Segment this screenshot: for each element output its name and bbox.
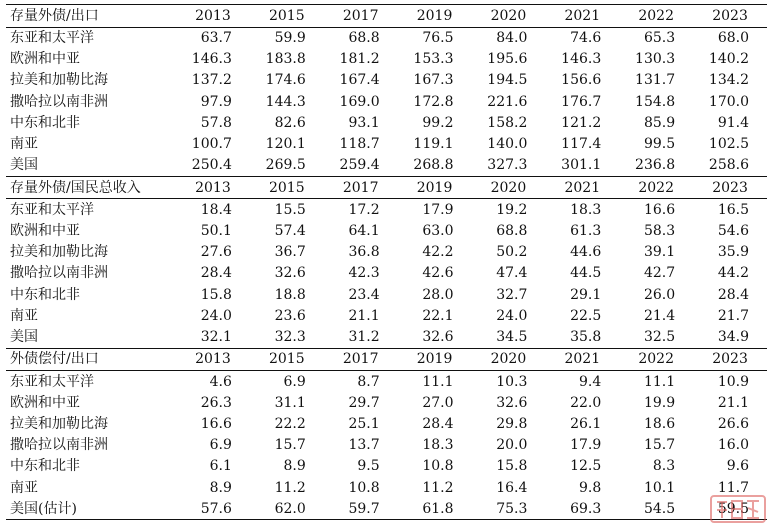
table-cell-value: 9.8: [578, 479, 602, 496]
table-cell-value: 27.6: [200, 244, 232, 261]
table-cell-value: 63.7: [200, 30, 232, 47]
table-cell-value: 50.2: [496, 244, 528, 261]
table-cell-value: 99.2: [422, 114, 454, 131]
year-header: 2022: [619, 5, 693, 28]
year-header: 2017: [324, 5, 398, 28]
year-header: 2020: [472, 176, 546, 199]
table-cell-value: 167.4: [339, 72, 380, 89]
table-row: [6, 414, 767, 435]
table-cell-value: 57.6: [176, 498, 250, 520]
region-label: 拉美和加勒比海: [10, 244, 108, 261]
region-label: 欧洲和中亚: [10, 394, 80, 411]
table-cell-value: 59.9: [274, 30, 306, 47]
table-cell-value: 63.0: [422, 223, 454, 240]
table-cell-value: 102.5: [708, 136, 749, 153]
table-cell-value: 18.8: [274, 286, 306, 303]
year-header: 2019: [398, 5, 472, 28]
table-cell-value: 134.2: [708, 72, 749, 89]
region-label: 撒哈拉以南非洲: [10, 93, 108, 110]
table-cell-value: 6.1: [209, 458, 232, 475]
table-cell-value: 22.0: [570, 394, 602, 411]
table-cell-value: 16.6: [643, 201, 676, 218]
year-header: 2017: [324, 348, 398, 371]
table-cell-value: 6.9: [283, 373, 306, 390]
table-cell-value: 36.8: [348, 244, 380, 261]
table-cell-value: 26.0: [643, 286, 676, 303]
table-cell-value: 15.7: [274, 437, 306, 454]
table-cell-value: 68.8: [348, 30, 380, 47]
table-cell-value: 31.1: [274, 394, 306, 411]
table-cell-value: 84.0: [496, 30, 528, 47]
table-cell-value: 28.4: [200, 265, 232, 282]
table-cell-value: 195.6: [487, 51, 528, 68]
table-cell-value: 158.2: [487, 114, 528, 131]
table-cell-value: 167.3: [413, 72, 454, 89]
year-header: 2017: [324, 176, 398, 199]
region-label: 东亚和太平洋: [10, 201, 94, 218]
year-header: 2023: [693, 5, 767, 28]
table-cell-value: 16.5: [717, 201, 749, 218]
section-title: 存量外债/国民总收入: [6, 176, 176, 199]
region-label: 中东和北非: [10, 458, 80, 475]
region-label: 美国: [10, 157, 38, 174]
table-cell-value: 10.8: [422, 458, 454, 475]
region-label: 拉美和加勒比海: [10, 416, 108, 433]
table-cell-value: 34.9: [717, 329, 749, 346]
table-cell-value: 8.7: [357, 373, 380, 390]
table-cell-value: 18.3: [422, 437, 454, 454]
section-header-row: [6, 348, 767, 371]
table-cell-value: 61.8: [398, 498, 472, 520]
table-cell-value: 18.3: [570, 201, 602, 218]
table-cell-value: 35.9: [717, 244, 749, 261]
table-cell-value: 8.9: [209, 479, 232, 496]
table-row: [6, 91, 767, 112]
table-cell-value: 42.7: [643, 265, 676, 282]
region-label: 欧洲和中亚: [10, 51, 80, 68]
year-header: 2013: [176, 5, 250, 28]
section-header-row: [6, 176, 767, 199]
table-cell-value: 29.8: [496, 416, 528, 433]
table-cell-value: 29.1: [570, 286, 602, 303]
section-header-row: [6, 5, 767, 28]
table-cell-value: 327.3: [487, 157, 528, 174]
table-cell-value: 130.3: [635, 51, 676, 68]
table-cell-value: 64.1: [348, 223, 380, 240]
table-cell-value: 18.6: [643, 416, 676, 433]
table-row: [6, 133, 767, 154]
year-header: 2022: [619, 176, 693, 199]
table-cell-value: 170.0: [708, 93, 749, 110]
year-header: 2013: [176, 176, 250, 199]
table-cell-value: 258.6: [708, 157, 749, 174]
table-cell-value: 22.1: [422, 307, 454, 324]
year-header: 2015: [250, 348, 324, 371]
table-row: [6, 199, 767, 221]
watermark-stamp-icon: [709, 492, 767, 526]
table-cell-value: 24.0: [496, 307, 528, 324]
table-cell-value: 6.9: [209, 437, 232, 454]
table-cell-value: 28.4: [422, 416, 454, 433]
year-header: 2023: [693, 176, 767, 199]
table-row: [6, 498, 767, 520]
table-row: [6, 392, 767, 413]
table-cell-value: 31.2: [348, 329, 380, 346]
table-cell-value: 169.0: [339, 93, 380, 110]
section-title: 存量外债/出口: [6, 5, 176, 28]
table-cell-value: 39.1: [643, 244, 676, 261]
table-cell-value: 68.0: [717, 30, 749, 47]
table-cell-value: 146.3: [561, 51, 602, 68]
region-label: 东亚和太平洋: [10, 373, 94, 390]
table-cell-value: 176.7: [561, 93, 602, 110]
table-cell-value: 54.5: [619, 498, 693, 520]
table-cell-value: 57.8: [200, 114, 232, 131]
table-cell-value: 181.2: [339, 51, 380, 68]
table-cell-value: 15.7: [643, 437, 676, 454]
table-cell-value: 17.2: [348, 201, 380, 218]
table-cell-value: 32.7: [496, 286, 528, 303]
region-label: 美国: [10, 329, 38, 346]
table-cell-value: 54.6: [717, 223, 749, 240]
table-cell-value: 9.6: [726, 458, 749, 475]
table-cell-value: 15.8: [496, 458, 528, 475]
table-cell-value: 28.0: [422, 286, 454, 303]
table-cell-value: 9.4: [578, 373, 602, 390]
table-cell-value: 250.4: [191, 157, 232, 174]
year-header: 2019: [398, 176, 472, 199]
table-cell-value: 21.4: [643, 307, 676, 324]
table-row: [6, 371, 767, 393]
table-cell-value: 58.3: [643, 223, 676, 240]
table-cell-value: 11.7: [717, 479, 749, 496]
table-cell-value: 140.0: [487, 136, 528, 153]
table-cell-value: 34.5: [496, 329, 528, 346]
table-cell-value: 100.7: [191, 136, 232, 153]
region-label: 南亚: [10, 479, 38, 496]
year-header: 2013: [176, 348, 250, 371]
year-header: 2023: [693, 348, 767, 371]
table-row: [6, 456, 767, 477]
table-cell-value: 118.7: [339, 136, 380, 153]
table-cell-value: 13.7: [348, 437, 380, 454]
table-cell-value: 131.7: [635, 72, 676, 89]
table-cell-value: 32.6: [274, 265, 306, 282]
section-title: 外债偿付/出口: [6, 348, 176, 371]
table-cell-value: 154.8: [635, 93, 676, 110]
table-row: [6, 263, 767, 284]
table-cell-value: 29.7: [348, 394, 380, 411]
table-cell-value: 75.3: [472, 498, 546, 520]
table-cell-value: 183.8: [265, 51, 306, 68]
table-cell-value: 117.4: [561, 136, 602, 153]
table-cell-value: 23.6: [274, 307, 306, 324]
table-cell-value: 137.2: [191, 72, 232, 89]
year-header: 2021: [545, 176, 619, 199]
year-header: 2020: [472, 5, 546, 28]
region-label: 东亚和太平洋: [10, 30, 94, 47]
table-cell-value: 17.9: [570, 437, 602, 454]
table-cell-value: 22.5: [570, 307, 602, 324]
table-cell-value: 99.5: [643, 136, 676, 153]
table-cell-value: 10.3: [496, 373, 528, 390]
region-label: 中东和北非: [10, 114, 80, 131]
table-cell-value: 68.8: [496, 223, 528, 240]
table-cell-value: 25.1: [348, 416, 380, 433]
table-cell-value: 32.6: [496, 394, 528, 411]
table-cell-value: 36.7: [274, 244, 306, 261]
table-cell-value: 26.1: [570, 416, 602, 433]
table-cell-value: 47.4: [496, 265, 528, 282]
year-header: 2022: [619, 348, 693, 371]
table-cell-value: 221.6: [487, 93, 528, 110]
debt-indicator-table: [6, 4, 767, 520]
year-header: 2019: [398, 348, 472, 371]
table-cell-value: 57.4: [274, 223, 306, 240]
table-cell-value: 18.4: [200, 201, 232, 218]
year-header: 2021: [545, 5, 619, 28]
table-row: [6, 70, 767, 91]
table-cell-value: 97.9: [200, 93, 232, 110]
table-row: [6, 435, 767, 456]
table-row: [6, 155, 767, 177]
table-cell-value: 194.5: [487, 72, 528, 89]
table-cell-value: 120.1: [265, 136, 306, 153]
table-cell-value: 42.3: [348, 265, 380, 282]
table-cell-value: 50.1: [200, 223, 232, 240]
table-cell-value: 42.2: [422, 244, 454, 261]
table-row: [6, 221, 767, 242]
table-cell-value: 236.8: [635, 157, 676, 174]
region-label: 撒哈拉以南非洲: [10, 437, 108, 454]
table-row: [6, 284, 767, 305]
table-cell-value: 76.5: [422, 30, 454, 47]
region-label: 南亚: [10, 307, 38, 324]
table-cell-value: 121.2: [561, 114, 602, 131]
table-cell-value: 19.9: [643, 394, 676, 411]
table-cell-value: 8.3: [652, 458, 676, 475]
year-header: 2015: [250, 176, 324, 199]
table-cell-value: 10.1: [643, 479, 676, 496]
table-cell-value: 268.8: [413, 157, 454, 174]
table-cell-value: 74.6: [570, 30, 602, 47]
table-cell-value: 9.5: [357, 458, 380, 475]
table-cell-value: 15.8: [200, 286, 232, 303]
table-row: [6, 27, 767, 49]
table-cell-value: 119.1: [413, 136, 454, 153]
region-label: 欧洲和中亚: [10, 223, 80, 240]
table-cell-value: 140.2: [708, 51, 749, 68]
table-row: [6, 242, 767, 263]
table-cell-value: 10.8: [348, 479, 380, 496]
debt-indicator-table-container: [6, 4, 767, 520]
table-cell-value: 301.1: [561, 157, 602, 174]
table-cell-value: 35.8: [570, 329, 602, 346]
table-cell-value: 59.5: [693, 498, 767, 520]
table-cell-value: 44.5: [570, 265, 602, 282]
table-cell-value: 26.3: [200, 394, 232, 411]
table-cell-value: 93.1: [348, 114, 380, 131]
table-cell-value: 8.9: [283, 458, 306, 475]
table-cell-value: 269.5: [265, 157, 306, 174]
region-label: 拉美和加勒比海: [10, 72, 108, 89]
year-header: 2015: [250, 5, 324, 28]
table-cell-value: 12.5: [570, 458, 602, 475]
table-cell-value: 146.3: [191, 51, 232, 68]
table-cell-value: 32.6: [422, 329, 454, 346]
table-row: [6, 477, 767, 498]
table-row: [6, 305, 767, 326]
table-cell-value: 28.4: [717, 286, 749, 303]
table-cell-value: 32.3: [274, 329, 306, 346]
table-cell-value: 20.0: [496, 437, 528, 454]
table-cell-value: 44.6: [570, 244, 602, 261]
table-cell-value: 15.5: [274, 201, 306, 218]
table-row: [6, 112, 767, 133]
table-cell-value: 44.2: [717, 265, 749, 282]
table-cell-value: 61.3: [570, 223, 602, 240]
year-header: 2021: [545, 348, 619, 371]
table-cell-value: 11.2: [422, 479, 454, 496]
table-cell-value: 21.1: [348, 307, 380, 324]
table-cell-value: 156.6: [561, 72, 602, 89]
table-cell-value: 174.6: [265, 72, 306, 89]
table-cell-value: 16.6: [200, 416, 232, 433]
table-cell-value: 32.5: [643, 329, 676, 346]
table-cell-value: 16.4: [496, 479, 528, 496]
table-cell-value: 59.7: [324, 498, 398, 520]
table-cell-value: 153.3: [413, 51, 454, 68]
table-cell-value: 26.6: [717, 416, 749, 433]
table-row: [6, 49, 767, 70]
table-cell-value: 69.3: [545, 498, 619, 520]
table-cell-value: 259.4: [339, 157, 380, 174]
table-cell-value: 21.7: [717, 307, 749, 324]
table-cell-value: 172.8: [413, 93, 454, 110]
region-label: 南亚: [10, 136, 38, 153]
table-cell-value: 24.0: [200, 307, 232, 324]
region-label: 撒哈拉以南非洲: [10, 265, 108, 282]
table-cell-value: 4.6: [209, 373, 232, 390]
table-cell-value: 23.4: [348, 286, 380, 303]
region-label: 美国(估计): [6, 498, 176, 520]
table-cell-value: 62.0: [250, 498, 324, 520]
table-cell-value: 82.6: [274, 114, 306, 131]
table-cell-value: 10.9: [717, 373, 749, 390]
table-cell-value: 91.4: [717, 114, 749, 131]
table-cell-value: 11.1: [643, 373, 676, 390]
table-cell-value: 16.0: [717, 437, 749, 454]
table-cell-value: 27.0: [422, 394, 454, 411]
table-cell-value: 21.1: [717, 394, 749, 411]
table-cell-value: 11.1: [422, 373, 454, 390]
region-label: 中东和北非: [10, 286, 80, 303]
table-cell-value: 17.9: [422, 201, 454, 218]
table-cell-value: 65.3: [643, 30, 676, 47]
table-cell-value: 19.2: [496, 201, 528, 218]
year-header: 2020: [472, 348, 546, 371]
table-cell-value: 22.2: [274, 416, 306, 433]
table-cell-value: 32.1: [200, 329, 232, 346]
table-cell-value: 144.3: [265, 93, 306, 110]
table-cell-value: 11.2: [274, 479, 306, 496]
table-cell-value: 85.9: [643, 114, 676, 131]
table-row: [6, 326, 767, 348]
table-cell-value: 42.6: [422, 265, 454, 282]
